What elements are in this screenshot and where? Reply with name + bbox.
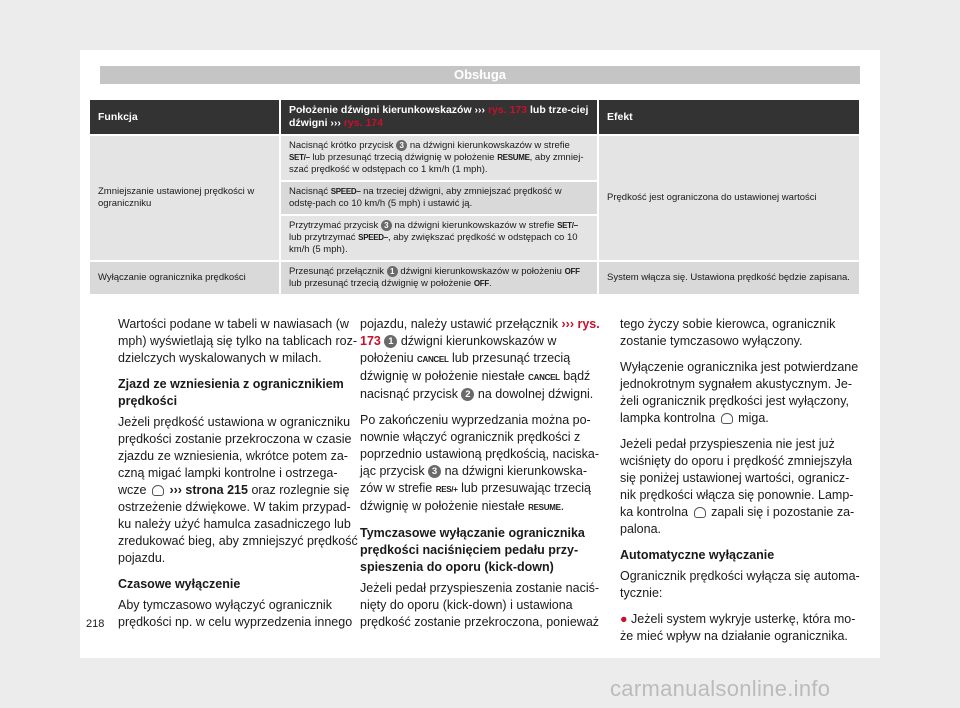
bullet-icon: ●: [620, 612, 628, 626]
cell-text: na dźwigni kierunkowskazów w strefie: [394, 220, 555, 231]
paragraph-text: .: [560, 499, 565, 513]
paragraph-text: Jeżeli pedał przyspieszenia nie jest już wciśnięty do oporu i prędkość zmniejszyła się poniżej ustawionej wartości, ogranicz-nik prędkości włącza się ponownie. Lamp-ka kontrolna: [620, 437, 854, 519]
table-cell-function: Zmniejszanie ustawionej prędkości w ograniczniku: [90, 135, 280, 261]
paragraph: tego życzy sobie kierowca, ogranicznik zostanie tymczasowo wyłączony.: [620, 317, 836, 348]
display-symbol: SET/–: [557, 221, 578, 230]
function-table: [90, 100, 861, 296]
display-symbol: RESUME: [497, 153, 530, 162]
cell-text: lub przesunąć trzecią dźwignię w położenie: [312, 152, 495, 163]
paragraph: [620, 359, 865, 427]
table-cell-position: [280, 135, 598, 181]
table-cell-position: [280, 181, 598, 215]
warning-lamp-icon: [721, 413, 733, 424]
header-efekt: Efekt: [598, 100, 860, 135]
arrow-link-icon: ›››: [330, 117, 341, 129]
text-column-3: [620, 316, 865, 654]
paragraph: Ogranicznik prędkości wyłącza się automa-tycznie:: [620, 569, 860, 600]
cell-text: , aby zwiększać prędkość w odstępach co 10 km/h (5 mph).: [289, 232, 578, 255]
paragraph: Jeżeli pedał przyspieszenia zostanie naciś-nięty do oporu (kick-down) i ustawiona prędkość zostanie przekroczona, ponieważ: [360, 581, 600, 629]
cell-text: Nacisnąć: [289, 186, 329, 197]
paragraph-text: miga.: [738, 411, 769, 425]
display-symbol: RESUME: [528, 503, 561, 512]
paragraph-text: bądź nacisnąć przycisk: [360, 369, 591, 401]
cell-text: , aby zmniej-szać prędkość w odstępach co 1 km/h (1 mph).: [289, 152, 584, 175]
paragraph-text: pojazdu, należy ustawić przełącznik: [360, 317, 559, 331]
header-text: Położenie dźwigni kierunkowskazów: [289, 104, 472, 116]
paragraph-text: zapali się i pozostanie za-palona.: [620, 505, 855, 536]
paragraph: [118, 414, 363, 567]
paragraph-text: na dźwigni kierunkowska-zów w strefie: [360, 464, 587, 495]
paragraph: [620, 436, 865, 538]
table-cell-function: Wyłączanie ogranicznika prędkości: [90, 261, 280, 295]
button-number-badge: 1: [387, 266, 398, 277]
paragraph-text: lub przesuwając trzecią dźwignię w położenie niestałe: [360, 481, 591, 513]
header-position: [280, 100, 598, 135]
display-symbol: SPEED–: [330, 187, 361, 196]
subheading: Czasowe wyłączenie: [118, 577, 241, 591]
page-number: 218: [86, 618, 105, 630]
text-column-1: [118, 316, 363, 640]
paragraph: [360, 412, 605, 516]
paragraph-text: lub przesunąć trzecią dźwignię w położenie niestałe: [360, 351, 571, 383]
cell-text: na dźwigni kierunkowskazów w strefie: [409, 140, 570, 151]
page-ref-link[interactable]: ››› strona 215: [169, 483, 248, 497]
figure-ref-link[interactable]: rys. 174: [343, 117, 383, 129]
display-symbol: OFF: [473, 279, 489, 288]
warning-lamp-icon: [152, 485, 164, 496]
paragraph-text: oraz rozlegnie się ostrzeżenie dźwiękowe. W takim przypad-ku należy użyć hamulca zasadniczego lub zredukować bieg, aby zmniejszyć prędkość pojazdu.: [118, 483, 358, 565]
table-cell-position: [280, 261, 598, 295]
cell-text: Nacisnąć krótko przycisk: [289, 140, 394, 151]
list-item: [620, 611, 865, 645]
table-cell-position: [280, 215, 598, 261]
warning-lamp-icon: [694, 507, 706, 518]
subheading: Tymczasowe wyłączanie ogranicznika prędkości naciśnięciem pedału przy-spieszenia do oporu (kick-down): [360, 526, 585, 574]
button-number-badge: 3: [396, 140, 407, 151]
watermark: carmanualsonline.info: [610, 676, 831, 701]
button-number-badge: 2: [461, 388, 474, 401]
button-number-badge: 3: [428, 465, 441, 478]
cell-text: Przesunąć przełącznik: [289, 266, 385, 277]
table-cell-effect: System włącza się. Ustawiona prędkość będzie zapisana.: [598, 261, 860, 295]
cell-text: .: [488, 278, 492, 289]
cell-text: Przytrzymać przycisk: [289, 220, 379, 231]
figure-ref-link[interactable]: ››› rys. 173: [360, 317, 600, 348]
button-number-badge: 3: [381, 220, 392, 231]
display-symbol: SPEED–: [358, 233, 388, 242]
display-symbol: CANCEL: [528, 373, 560, 382]
table-row: [90, 135, 860, 181]
cell-text: lub przesunąć trzecią dźwignię w położenie: [289, 278, 472, 289]
display-symbol: RES/+: [435, 485, 458, 494]
paragraph-text: na dowolnej dźwigni.: [477, 387, 594, 401]
paragraph-text: Wyłączenie ogranicznika jest potwierdzane jednokrotnym sygnałem akustycznym. Je-żeli ogranicznik prędkości jest wyłączony, lampka kontrolna: [620, 360, 859, 425]
table-header-row: [90, 100, 860, 135]
text-column-2: [360, 316, 605, 640]
subheading: Zjazd ze wzniesienia z ogranicznikiem prędkości: [118, 377, 344, 408]
figure-ref-link[interactable]: rys. 173: [487, 104, 528, 116]
section-title: Obsługa: [100, 66, 860, 84]
paragraph: Aby tymczasowo wyłączyć ogranicznik prędkości np. w celu wyprzedzenia innego: [118, 598, 353, 629]
table-row: [90, 261, 860, 295]
cell-text: dźwigni kierunkowskazów w położeniu: [400, 266, 562, 277]
cell-text: lub przytrzymać: [289, 232, 356, 243]
arrow-link-icon: ›››: [474, 104, 486, 116]
paragraph: [360, 316, 605, 403]
table-cell-effect: Prędkość jest ograniczona do ustawionej wartości: [598, 135, 860, 261]
paragraph-text: Jeżeli prędkość ustawiona w ograniczniku prędkości zostanie przekroczona w czasie zjazdu ze wzniesienia, wkrótce potem za-czną migać lampki kontrolne i ostrzega-wcze: [118, 415, 352, 497]
paragraph-text: Po zakończeniu wyprzedzania można po-nownie włączyć ogranicznik prędkości z poprzednio ustawioną prędkością, naciska-jąc przycisk: [360, 413, 600, 478]
header-text: lub trze-ciej dźwigni: [289, 104, 589, 129]
subheading: Automatyczne wyłączanie: [620, 548, 775, 562]
list-item-text: Jeżeli system wykryje usterkę, która mo-że mieć wpływ na działanie ogranicznika.: [620, 612, 856, 643]
cell-text: na trzeciej dźwigni, aby zmniejszać prędkość w odstę-pach co 10 km/h (5 mph) i ustawić ją.: [289, 186, 562, 209]
header-funkcja: Funkcja: [90, 100, 280, 135]
display-symbol: CANCEL: [417, 355, 449, 364]
paragraph: Wartości podane w tabeli w nawiasach (w mph) wyświetlają się tylko na tablicach roz-dzielczych wyskalowanych w milach.: [118, 317, 357, 365]
paragraph-text: dźwigni kierunkowskazów w położeniu: [360, 334, 557, 365]
display-symbol: SET/–: [289, 153, 310, 162]
display-symbol: OFF: [564, 267, 580, 276]
button-number-badge: 1: [384, 335, 397, 348]
